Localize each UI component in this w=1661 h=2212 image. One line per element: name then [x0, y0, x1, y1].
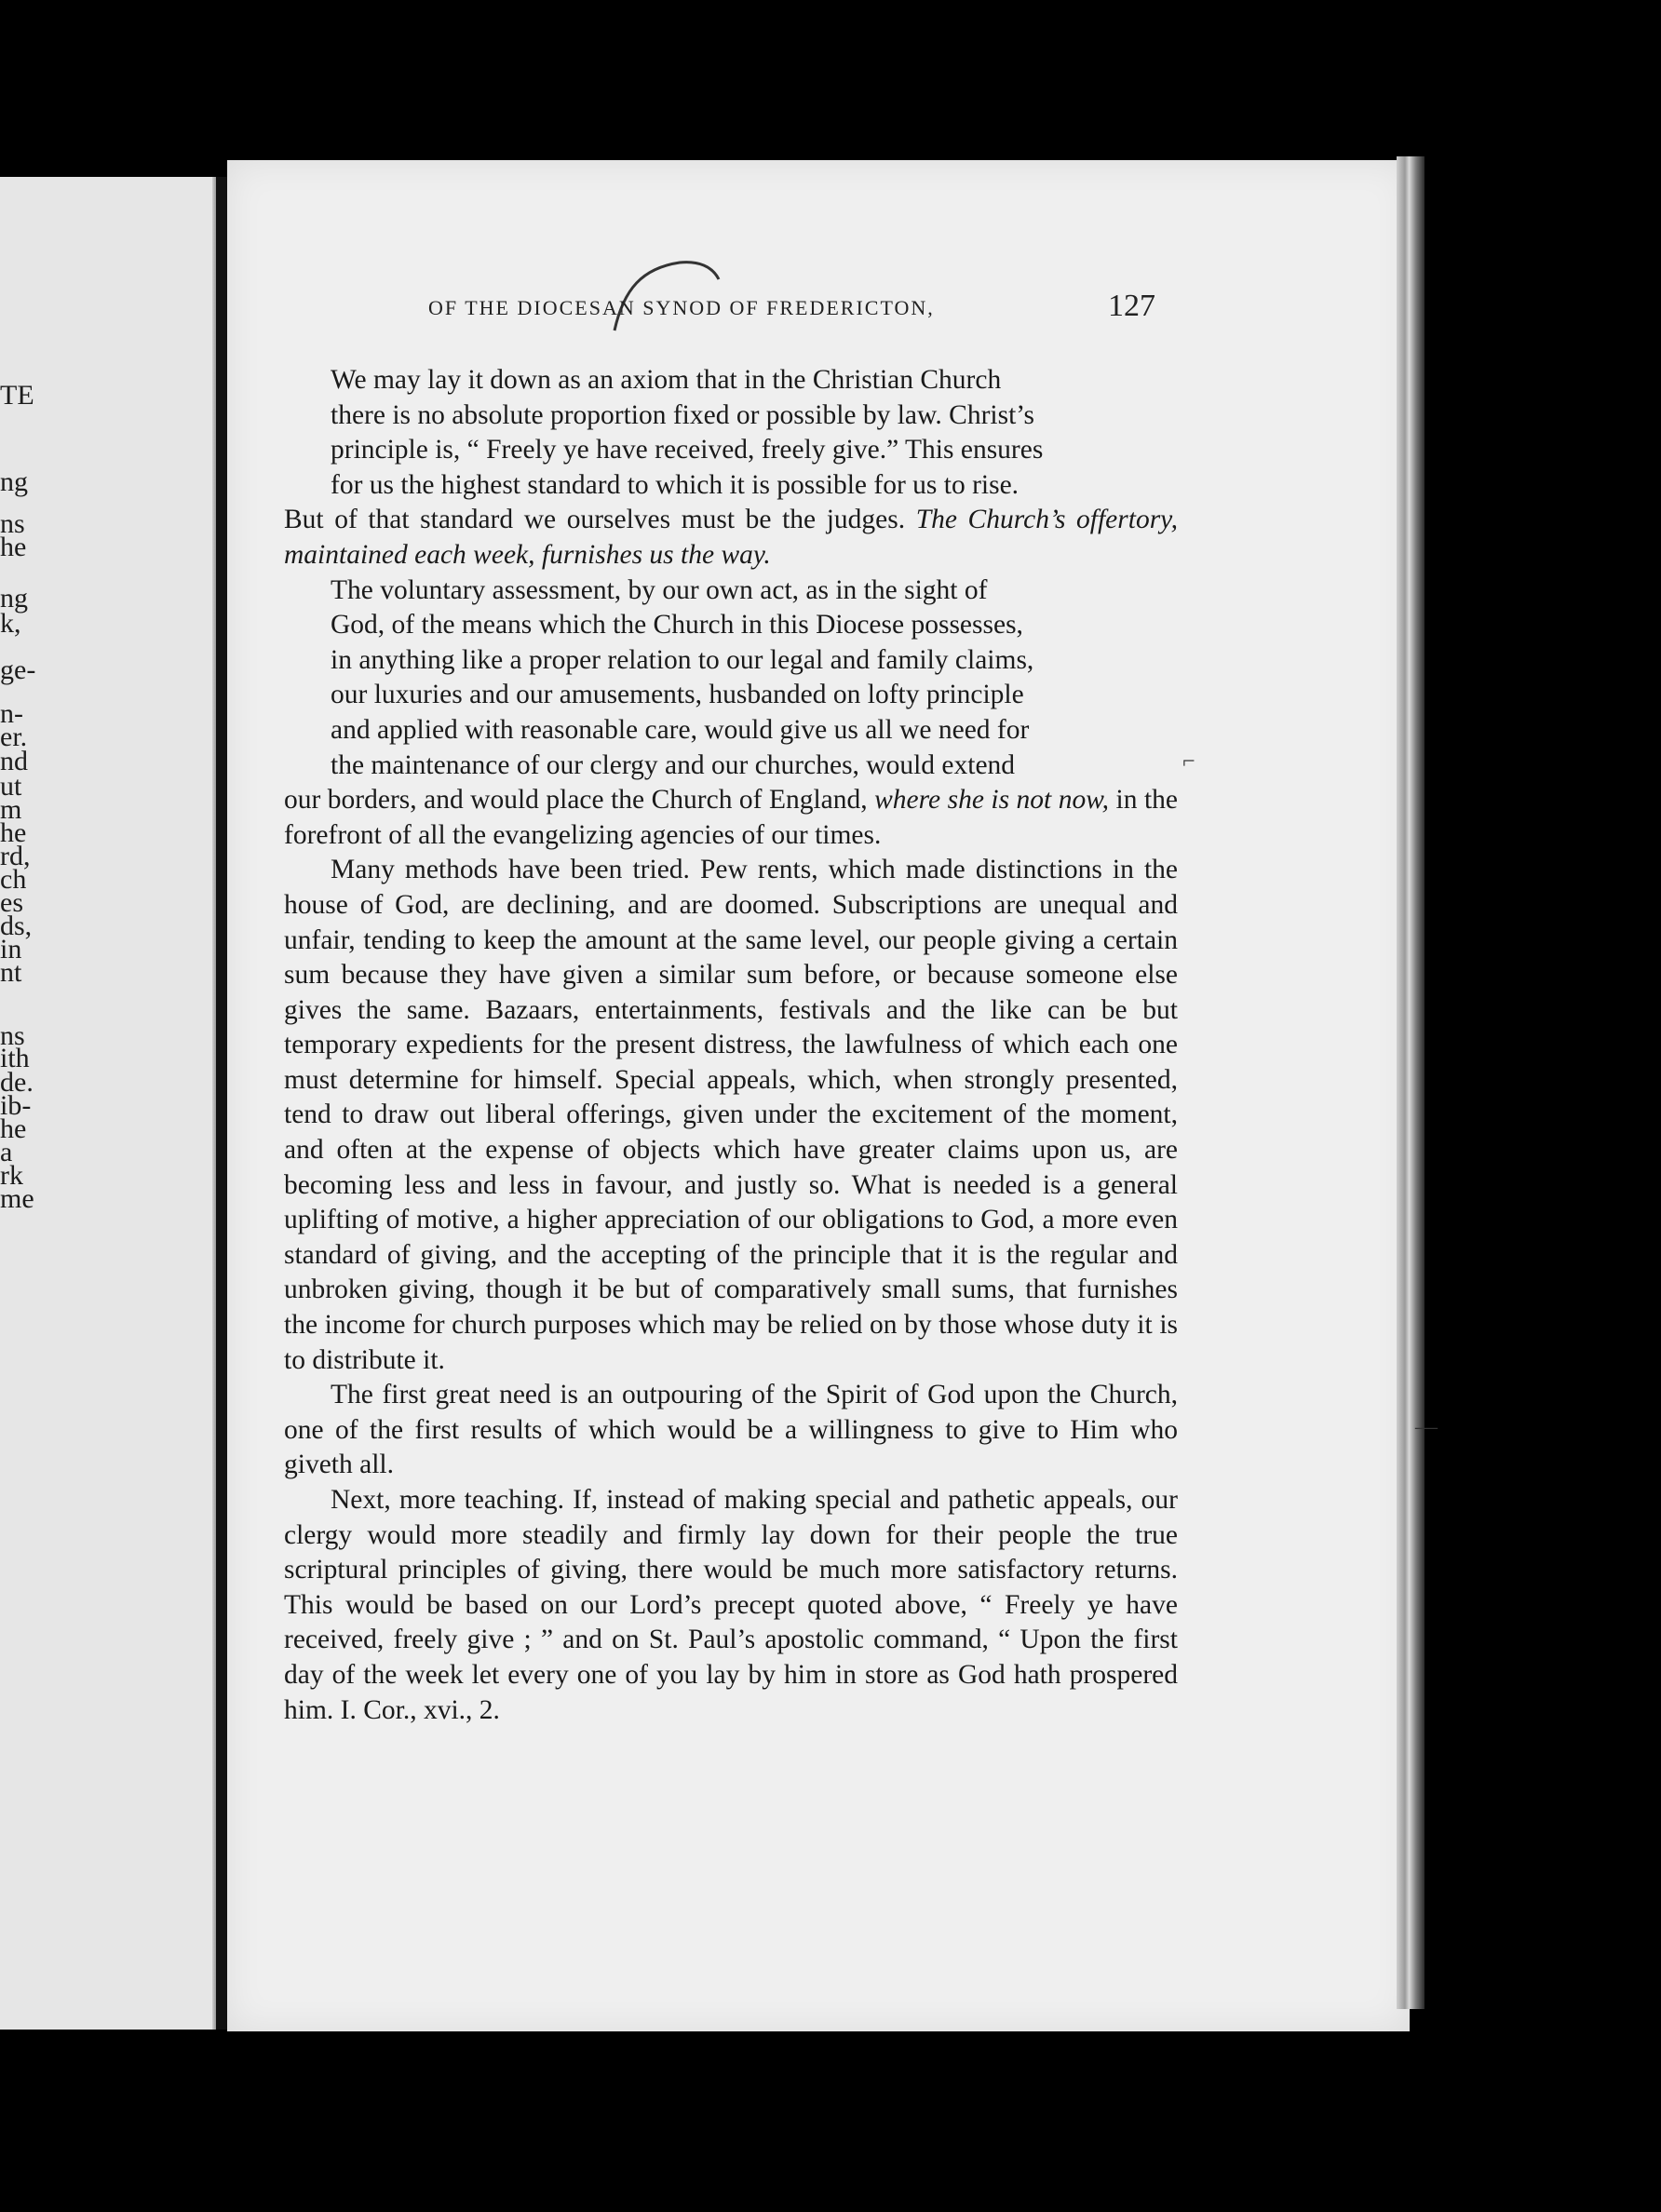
- left-page-fragment: ib-: [0, 1090, 32, 1121]
- left-page-fragment: he: [0, 817, 27, 848]
- left-page-fragment: ut: [0, 771, 22, 802]
- left-page-fragment: in: [0, 934, 22, 964]
- left-page-fragment: nd: [0, 746, 28, 776]
- paragraph-mixed-pre: our borders, and would place the Church of England,: [284, 785, 868, 816]
- paragraph-line: the maintenance of our clergy and our churches, would extend: [331, 749, 1016, 780]
- paragraph-tail: But of that standard we ourselves must be the judges.: [284, 505, 906, 535]
- paragraph-5: Next, more teaching. If, instead of making special and pathetic appeals, our clergy would more steadily and firmly lay down for their people the true scriptural principles of giving, there would be much more satisfactory returns. This would be based on our Lord’s precept quoted above, “ Freely ye have received, freely give ; ” and on St. Paul’s apostolic command, “ Upon the first day of the week let every one of you lay by him in store as God hath prospered him. I. Cor., xvi., 2.: [284, 1485, 1178, 1725]
- running-header: [428, 289, 1155, 323]
- left-page-fragment: es: [0, 887, 23, 918]
- left-facing-page: [0, 177, 223, 2030]
- left-page-fragment: de.: [0, 1067, 34, 1098]
- left-page-fragment: ns: [0, 508, 25, 539]
- left-page-fragment: nt: [0, 957, 22, 988]
- paragraph-line: for us the highest standard to which it is possible for us to rise.: [331, 469, 1020, 500]
- paragraph-line: principle is, “ Freely ye have received, freely give.” This ensures: [331, 435, 1044, 465]
- left-page-fragment: ch: [0, 864, 27, 895]
- left-page-fragment: TE: [0, 380, 34, 411]
- paragraph-line: and applied with reasonable care, would give us all we need for: [331, 714, 1030, 745]
- margin-tick-mark: ⌐: [1182, 749, 1195, 774]
- left-page-fragment: he: [0, 532, 27, 562]
- paragraph-line: God, of the means which the Church in this Diocese possesses,: [331, 610, 1023, 641]
- paragraph-mixed-italic: where she is not now,: [874, 785, 1110, 816]
- left-page-fragment: k,: [0, 608, 21, 639]
- paragraph-line: there is no absolute proportion fixed or possible by law. Christ’s: [331, 399, 1034, 430]
- paragraph-tail-italic: The Church’s offertory, maintained each week, furnishes us the way.: [284, 505, 1179, 570]
- left-page-fragment: er.: [0, 722, 28, 752]
- paragraph-1: [284, 363, 1178, 573]
- left-page-fragment: rd,: [0, 841, 31, 871]
- left-page-fragment: a: [0, 1137, 13, 1167]
- right-page-edge: [1397, 156, 1425, 2009]
- left-page-fragment: m: [0, 794, 22, 825]
- left-page-fragment: ds,: [0, 910, 33, 941]
- left-page-fragment: he: [0, 1113, 27, 1144]
- margin-rule-mark: —: [1415, 1415, 1438, 1439]
- left-page-fragment: n-: [0, 698, 23, 729]
- left-page-fragment: rk: [0, 1160, 23, 1191]
- paragraph-2: [284, 573, 1178, 854]
- paragraph-line: our luxuries and our amusements, husbanded on lofty principle: [331, 680, 1024, 710]
- paragraph-3: Many methods have been tried. Pew rents, which made distinctions in the house of God, are declining, and are doomed. Subscriptions are unequal and unfair, tending to keep the amount at the same level, our people giving a certain sum because they have given a similar sum before, or because someone else gives the same. Bazaars, entertainments, festivals and the like can be but temporary expedients for the present distress, the lawfulness of which each one must determine for himself. Special appeals, which, when strongly presented, tend to draw out liberal offerings, given under the excitement of the moment, and often at the expense of objects which have greater claims upon us, are becoming less and less in favour, and justly so. What is needed is a general uplifting of motive, a higher appreciation of our obligations to God, a more even standard of giving, and the accepting of the principle that it is the regular and unbroken giving, though it be but of comparatively small sums, that furnishes the income for church purposes which may be relied on by those whose duty it is to distribute it.: [284, 855, 1178, 1375]
- paragraph-line: The voluntary assessment, by our own act, as in the sight of: [331, 574, 988, 605]
- paragraph-mixed-post: in the forefront of all the evangelizing agencies of our times.: [284, 785, 1179, 850]
- paragraph-4: The first great need is an outpouring of the Spirit of God upon the Church, one of the first results of which would be a willingness to give to Him who giveth all.: [284, 1380, 1178, 1480]
- paragraph-line: We may lay it down as an axiom that in the Christian Church: [331, 365, 1002, 395]
- body-text: [284, 363, 1178, 1728]
- left-page-fragment: ge-: [0, 654, 36, 685]
- left-page-fragment: ith: [0, 1043, 30, 1073]
- paragraph-line: in anything like a proper relation to our legal and family claims,: [331, 644, 1034, 675]
- left-page-fragment: me: [0, 1183, 34, 1214]
- left-page-fragment: ns: [0, 1020, 25, 1051]
- left-page-fragment: ng: [0, 583, 28, 614]
- left-page-fragment: ng: [0, 466, 28, 497]
- running-head-title: OF THE DIOCESAN SYNOD OF FREDERICTON,: [428, 296, 935, 319]
- page-number: 127: [1108, 289, 1155, 323]
- pencil-annotation-mark: [559, 251, 745, 335]
